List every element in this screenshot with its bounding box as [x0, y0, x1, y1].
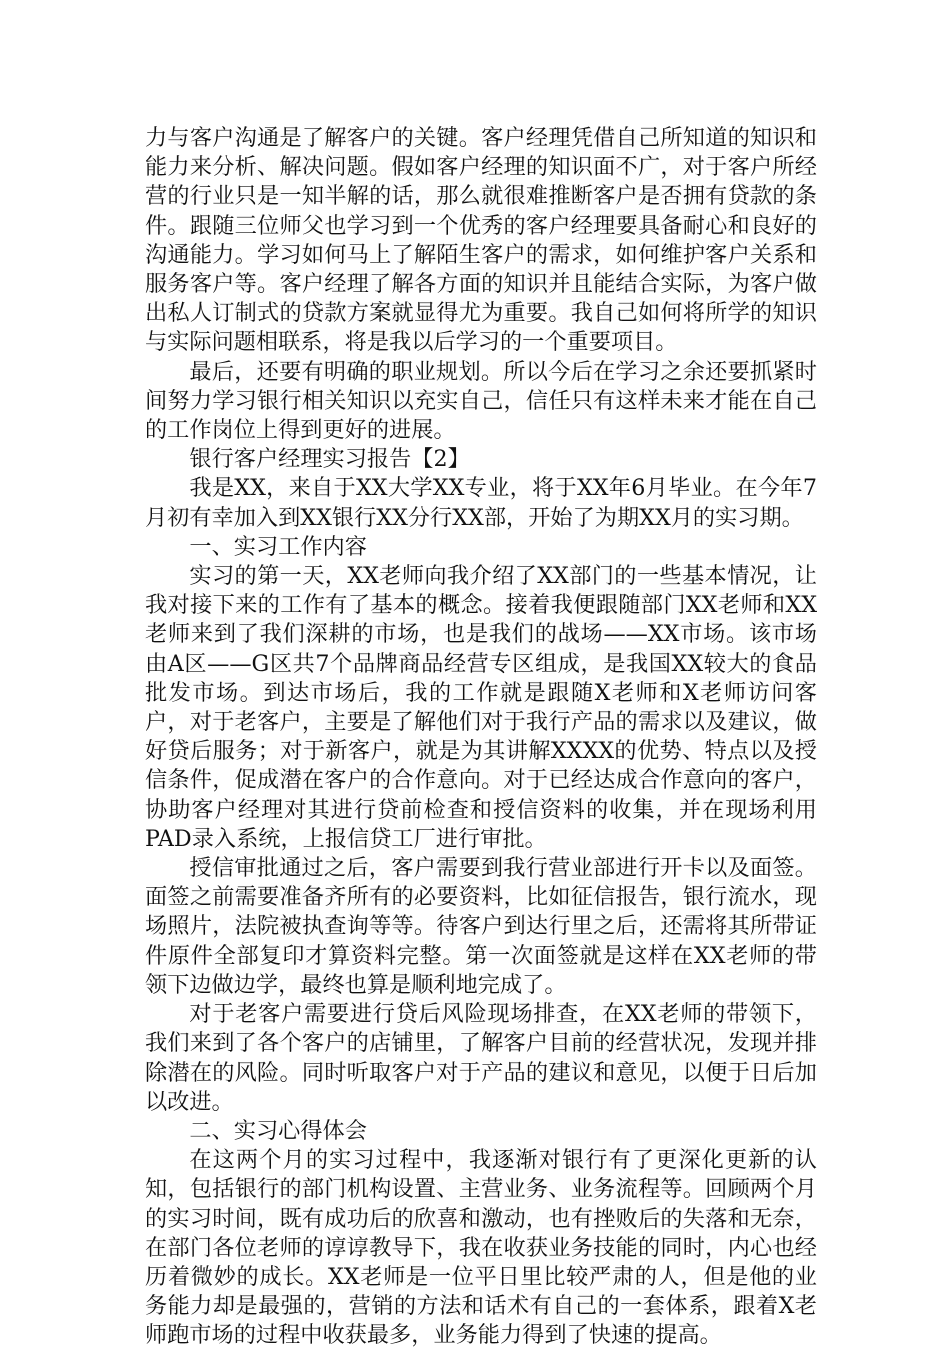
- paragraph-first-day: 实习的第一天，XX老师向我介绍了XX部门的一些基本情况，让我对接下来的工作有了基本的概念。接着我便跟随部门XX老师和XX老师来到了我们深耕的市场，也是我们的战场——XX市场。该市场由A区——G区共7个品牌商品经营专区组成，是我国XX较大的食品批发市场。到达市场后，我的工作就是跟随X老师和X老师访问客户，对于老客户，主要是了解他们对于我行产品的需求以及建议，做好贷后服务；对于新客户，就是为其讲解XXXX的优势、特点以及授信条件，促成潜在客户的合作意向。对于已经达成合作意向的客户，协助客户经理对其进行贷前检查和授信资料的收集，并在现场利用PAD录入系统，上报信贷工厂进行审批。: [145, 563, 817, 852]
- paragraph-career-planning: 最后，还要有明确的职业规划。所以今后在学习之余还要抓紧时间努力学习银行相关知识以充实自己，信任只有这样未来才能在自己的工作岗位上得到更好的进展。: [145, 358, 817, 444]
- paragraph-intro: 我是XX，来自于XX大学XX专业，将于XX年6月毕业。在今年7月初有幸加入到XX银行XX分行XX部，开始了为期XX月的实习期。: [145, 475, 817, 531]
- section-heading-experience: 二、实习心得体会: [189, 1117, 367, 1144]
- paragraph-reflection: 在这两个月的实习过程中，我逐渐对银行有了更深化更新的认知，包括银行的部门机构设置、主营业务、业务流程等。回顾两个月的实习时间，既有成功后的欣喜和激动，也有挫败后的失落和无奈，在部门各位老师的谆谆教导下，我在收获业务技能的同时，内心也经历着微妙的成长。XX老师是一位平日里比较严肃的人，但是他的业务能力却是最强的，营销的方法和话术有自己的一套体系，跟着X老师跑市场的过程中收获最多，业务能力得到了快速的提高。: [145, 1147, 817, 1349]
- section-heading-work-content: 一、实习工作内容: [189, 533, 367, 560]
- report-title: 银行客户经理实习报告【2】: [189, 446, 470, 473]
- paragraph-credit-approval: 授信审批通过之后，客户需要到我行营业部进行开卡以及面签。面签之前需要准备齐所有的必要资料，比如征信报告，银行流水，现场照片，法院被执查询等等。待客户到达行里之后，还需将其所带证件原件全部复印才算资料完整。第一次面签就是这样在XX老师的带领下边做边学，最终也算是顺利地完成了。: [145, 855, 817, 998]
- document-body: [145, 124, 817, 1351]
- paragraph-continuation: 力与客户沟通是了解客户的关键。客户经理凭借自己所知道的知识和能力来分析、解决问题。假如客户经理的知识面不广，对于客户所经营的行业只是一知半解的话，那么就很难推断客户是否拥有贷款的条件。跟随三位师父也学习到一个优秀的客户经理要具备耐心和良好的沟通能力。学习如何马上了解陌生客户的需求，如何维护客户关系和服务客户等。客户经理了解各方面的知识并且能结合实际，为客户做出私人订制式的贷款方案就显得尤为重要。我自己如何将所学的知识与实际问题相联系，将是我以后学习的一个重要项目。: [145, 125, 817, 356]
- paragraph-risk-check: 对于老客户需要进行贷后风险现场排查，在XX老师的带领下，我们来到了各个客户的店铺里，了解客户目前的经营状况，发现并排除潜在的风险。同时听取客户对于产品的建议和意见，以便于日后加以改进。: [145, 1001, 817, 1115]
